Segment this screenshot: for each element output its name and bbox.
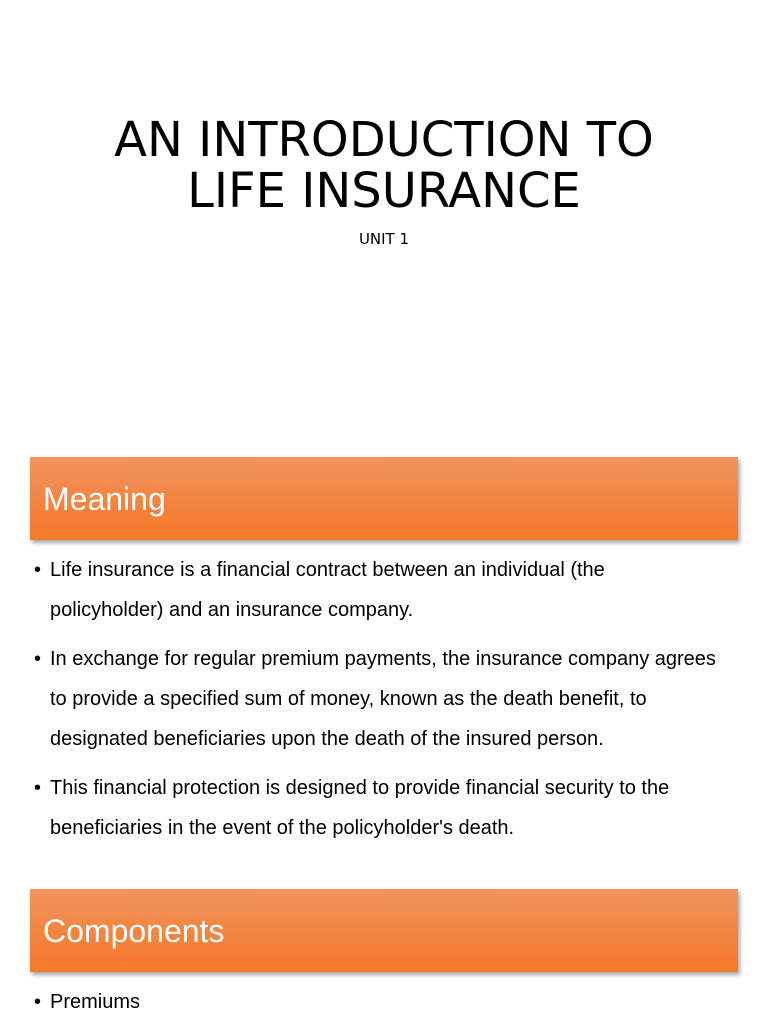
bullet-item <box>30 768 738 848</box>
bullet-line: beneficiaries in the event of the policyholder's death. <box>50 817 515 839</box>
components-header-bar <box>30 889 738 972</box>
bullet-item <box>30 550 738 630</box>
bullet-line: policyholder) and an insurance company. <box>50 599 414 621</box>
bullet-line: In exchange for regular premium payments, the insurance company agrees <box>50 648 716 670</box>
bullet-marker: • <box>34 991 42 1013</box>
presentation-subtitle: UNIT 1 <box>358 230 410 248</box>
bullet-item <box>30 982 738 1022</box>
bullet-line: Premiums <box>50 991 141 1013</box>
bullet-line: This financial protection is designed to provide financial security to the <box>50 777 670 799</box>
bullet-item <box>30 639 738 759</box>
title-slide <box>0 0 768 430</box>
meaning-header-bar <box>30 457 738 540</box>
presentation-title: AN INTRODUCTION TO LIFE INSURANCE <box>114 112 654 219</box>
bullet-line: designated beneficiaries upon the death of the insured person. <box>50 728 604 750</box>
meaning-heading: Meaning <box>43 480 166 517</box>
bullet-marker: • <box>34 559 42 581</box>
components-heading: Components <box>43 912 225 949</box>
bullet-marker: • <box>34 777 42 799</box>
bullet-marker: • <box>34 648 42 670</box>
bullet-line: Life insurance is a financial contract between an individual (the <box>50 559 605 581</box>
meaning-bullet-list <box>30 550 738 857</box>
bullet-line: to provide a specified sum of money, known as the death benefit, to <box>50 688 647 710</box>
